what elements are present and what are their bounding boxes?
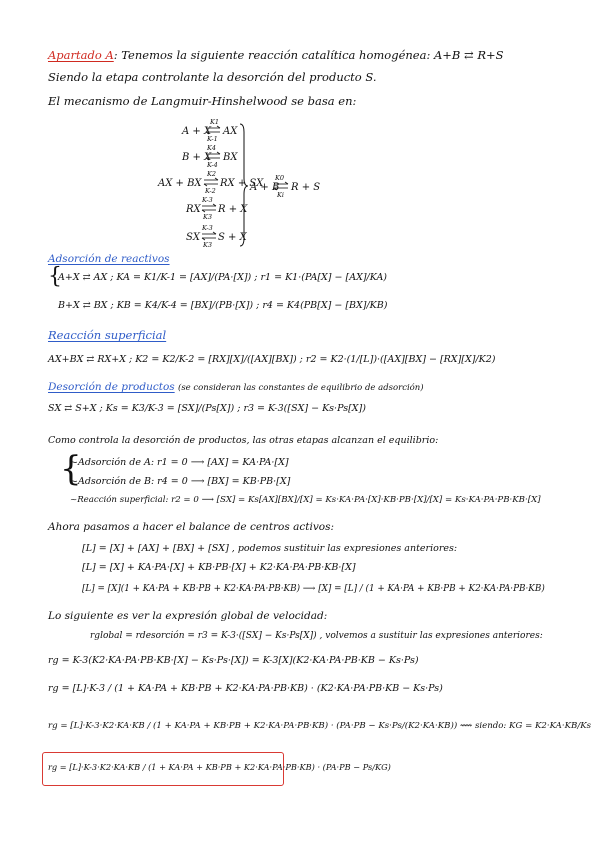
equilibrium-row-surface: ~Reacción superficial: r2 = 0 ⟶ [SX] = Ks[AX][BX]/[X] = Ks·KA·PA·[X]·KB·PB·[X]/[X] = Ks·KA·PA·PB·KB·[X] [70,495,541,505]
overall-k-bot: Ki [277,191,284,199]
step4-k-bot: K3 [203,213,212,221]
section-label: Apartado A [48,48,114,62]
step3-k-bot: K-2 [205,187,216,195]
rate-intro: Lo siguiente es ver la expresión global de velocidad: [48,610,328,622]
equilibrium-row-b: ~Adsorción de B: r4 = 0 ⟶ [BX] = KB·PB·[X] [70,476,291,487]
rate-line-1: rglobal = rdesorción = r3 = K-3·([SX] − Ks·Ps[X]) , volvemos a sustituir las expresiones anteriores: [90,631,543,641]
step2-rhs: BX [223,152,238,163]
step4-lhs: RX [186,204,201,215]
desorption-line: SX ⇄ S+X ; Ks = K3/K-3 = [SX]/(Ps[X]) ; r3 = K-3([SX] − Ks·Ps[X]) [48,403,366,414]
step1-rhs: AX [223,126,238,137]
balance-line-2: [L] = [X] + KA·PA·[X] + KB·PB·[X] + K2·KA·PA·PB·KB·[X] [82,562,356,573]
surface-title: Reacción superficial [48,328,167,342]
step3-k-top: K2 [207,170,216,178]
step5-rhs: S + X [218,232,247,243]
header-intro: Tenemos la siguiente reacción catalítica homogénea: [121,48,431,62]
step1-lhs: A + X [182,126,212,137]
step2-k-top: K4 [207,144,216,152]
adsorption-brace: { [48,264,62,289]
step4-rhs: R + X [218,204,248,215]
equilibrium-brace: { [60,449,82,489]
step2-k-bot: K-4 [207,161,218,169]
balance-line-3: [L] = [X](1 + KA·PA + KB·PB + K2·KA·PA·PB·KB) ⟶ [X] = [L] / (1 + KA·PA + KB·PB + K2·KA·PA·PB·KB) [82,584,545,594]
adsorption-title: Adsorción de reactivos [48,253,170,265]
step2-lhs: B + X [182,152,212,163]
header-overall-reaction: A+B ⇄ R+S [433,48,504,62]
rate-line-2: rg = K-3(K2·KA·PA·PB·KB·[X] − Ks·Ps·[X]) = K-3[X](K2·KA·PA·PB·KB − Ks·Ps) [48,655,419,666]
overall-k-top: K0 [275,174,284,182]
step4-k-top: K-3 [202,196,213,204]
rate-line-3: rg = [L]·K-3 / (1 + KA·PA + KB·PB + K2·KA·PA·PB·KB) · (K2·KA·PA·PB·KB − Ks·Ps) [48,683,443,694]
section-colon: : [113,48,118,62]
desorption-note: (se consideran las constantes de equilibrio de adsorción) [178,383,424,393]
mechanism-diagram [0,0,600,260]
balance-line-1: [L] = [X] + [AX] + [BX] + [SX] , podemos sustituir las expresiones anteriores: [82,543,458,554]
desorption-title-line [48,382,424,393]
control-step-text: Siendo la etapa controlante la desorción del producto S. [48,70,377,84]
rate-line-4: rg = [L]·K-3·K2·KA·KB / (1 + KA·PA + KB·PB + K2·KA·PA·PB·KB) · (PA·PB − Ks·Ps/(K2·KA·KB)) ⟿ siendo: KG = K2·KA·KB/Ks [48,721,592,731]
step5-k-bot: K3 [203,241,212,249]
equilibrium-row-a: ~Adsorción de A: r1 = 0 ⟶ [AX] = KA·PA·[X] [70,457,289,468]
equilibrium-intro: Como controla la desorción de productos, las otras etapas alcanzan el equilibrio: [48,435,439,446]
step5-k-top: K-3 [202,224,213,232]
surface-line: AX+BX ⇄ RX+X ; K2 = K2/K-2 = [RX][X]/([AX][BX]) ; r2 = K2·(1/[L])·([AX][BX] − [RX][X]/K2) [48,354,496,365]
step1-k-bot: K-1 [207,135,218,143]
desorption-title: Desorción de productos [48,381,175,393]
mechanism-title: El mecanismo de Langmuir-Hinshelwood se basa en: [48,94,357,108]
step3-rhs: RX + SX [220,178,264,189]
adsorption-line-2: B+X ⇄ BX ; KB = K4/K-4 = [BX]/(PB·[X]) ; r4 = K4(PB[X] − [BX]/KB) [58,300,388,311]
step3-lhs: AX + BX [158,178,202,189]
step5-lhs: SX [186,232,200,243]
balance-intro: Ahora pasamos a hacer el balance de centros activos: [48,521,335,533]
overall-rhs: R + S [291,182,321,193]
overall-lhs: A + B [250,182,280,193]
final-rate-equation: rg = [L]·K-3·K2·KA·KB / (1 + KA·PA + KB·PB + K2·KA·PA·PB·KB) · (PA·PB − Ps/KG) [48,762,391,772]
adsorption-line-1: A+X ⇄ AX ; KA = K1/K-1 = [AX]/(PA·[X]) ; r1 = K1·(PA[X] − [AX]/KA) [58,272,388,283]
step1-k-top: K1 [210,118,219,126]
